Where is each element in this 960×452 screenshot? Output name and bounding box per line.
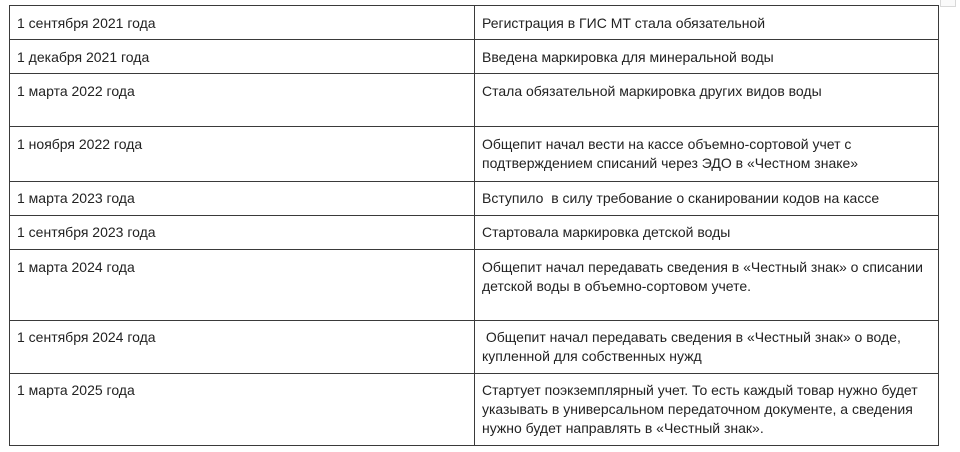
- event-text: Введена маркировка для минеральной воды: [482, 49, 774, 65]
- timeline-table: [9, 5, 939, 446]
- event-cell: [475, 74, 939, 127]
- date-cell: [10, 250, 475, 321]
- date-text: 1 марта 2022 года: [17, 83, 135, 99]
- date-cell: [10, 216, 475, 250]
- date-cell: [10, 374, 475, 446]
- table-row: [10, 127, 939, 182]
- date-text: 1 сентября 2021 года: [17, 15, 156, 31]
- date-cell: [10, 127, 475, 182]
- event-cell: [475, 321, 939, 374]
- event-cell: [475, 374, 939, 446]
- date-cell: [10, 182, 475, 216]
- date-text: 1 сентября 2023 года: [17, 224, 156, 240]
- date-cell: [10, 74, 475, 127]
- date-text: 1 марта 2023 года: [17, 190, 135, 206]
- date-text: 1 сентября 2024 года: [17, 329, 156, 345]
- event-text: Стартует поэкземплярный учет. То есть каждый товар нужно будет указывать в универсальном передаточном документе, а сведения нужно будет направлять в «Честный знак».: [482, 382, 922, 436]
- event-text: Общепит начал передавать сведения в «Честный знак» о воде, купленной для собственных нужд: [482, 329, 905, 364]
- event-text: Регистрация в ГИС МТ стала обязательной: [482, 15, 766, 31]
- event-text: Вступило в силу требование о сканировании кодов на кассе: [482, 190, 880, 206]
- date-text: 1 ноября 2022 года: [17, 136, 143, 152]
- date-text: 1 декабря 2021 года: [17, 49, 150, 65]
- table-row: [10, 74, 939, 127]
- event-cell: [475, 182, 939, 216]
- event-text: Стала обязательной маркировка других видов воды: [482, 83, 822, 99]
- date-cell: [10, 6, 475, 40]
- event-text: Общепит начал вести на кассе объемно-сортовой учет с подтверждением списаний через ЭДО в «Честном знаке»: [482, 136, 859, 171]
- date-cell: [10, 40, 475, 74]
- event-cell: [475, 127, 939, 182]
- table-row: [10, 182, 939, 216]
- date-cell: [10, 321, 475, 374]
- event-cell: [475, 250, 939, 321]
- table-row: [10, 6, 939, 40]
- event-cell: [475, 40, 939, 74]
- event-text: Стартовала маркировка детской воды: [482, 224, 731, 240]
- event-cell: [475, 6, 939, 40]
- event-cell: [475, 216, 939, 250]
- table-row: [10, 216, 939, 250]
- table-row: [10, 321, 939, 374]
- table-resize-handle[interactable]: [940, 0, 956, 7]
- event-text: Общепит начал передавать сведения в «Честный знак» о списании детской воды в объемно-сортовом учете.: [482, 259, 927, 294]
- table-row: [10, 374, 939, 446]
- date-text: 1 марта 2024 года: [17, 259, 135, 275]
- date-text: 1 марта 2025 года: [17, 382, 135, 398]
- table-row: [10, 250, 939, 321]
- table-row: [10, 40, 939, 74]
